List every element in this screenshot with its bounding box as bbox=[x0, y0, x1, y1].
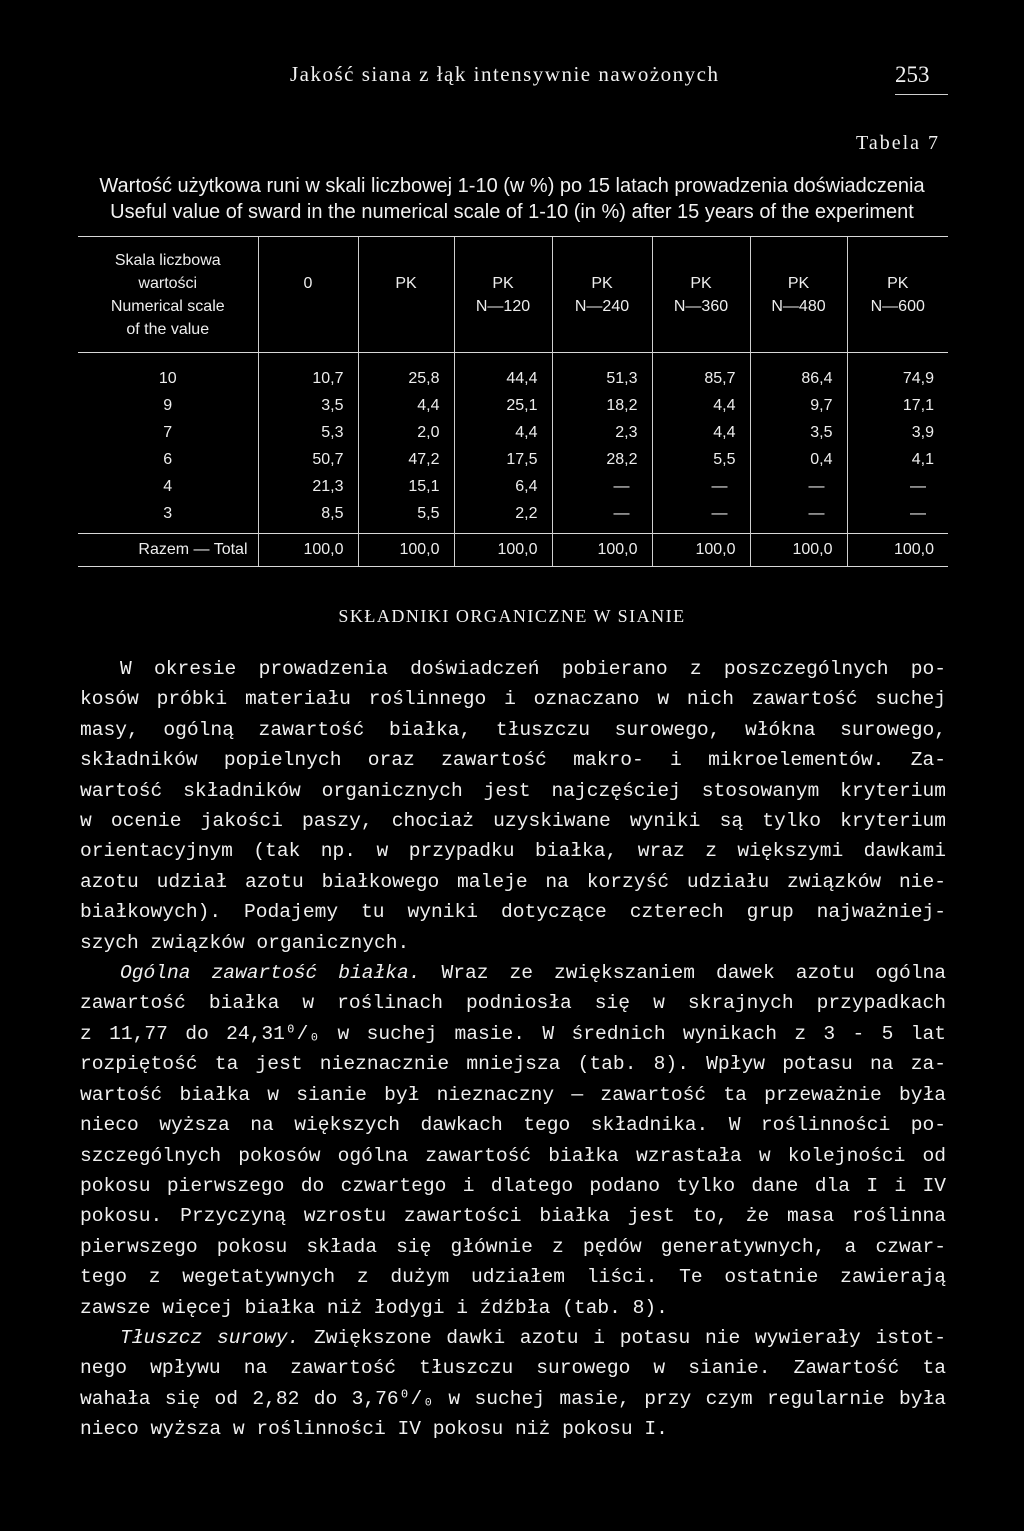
column-header-top: PK bbox=[787, 274, 810, 292]
value-cell: — bbox=[750, 473, 847, 500]
running-title: Jakość siana z łąk intensywnie nawożonych bbox=[290, 62, 720, 86]
body-text bbox=[80, 654, 946, 1445]
text-line bbox=[80, 1323, 946, 1353]
text-line: pierwszego pokosu składa się głównie z pędów generatywnych, a czwar- bbox=[80, 1235, 946, 1258]
value-cell: 4,4 bbox=[652, 392, 750, 419]
value-cell: 8,5 bbox=[258, 500, 358, 534]
value-cell: 21,3 bbox=[258, 473, 358, 500]
total-row bbox=[78, 534, 948, 567]
value-cell: 18,2 bbox=[552, 392, 652, 419]
value-cell: 86,4 bbox=[750, 353, 847, 393]
value-cell: 25,8 bbox=[358, 353, 454, 393]
value-cell: 17,1 bbox=[847, 392, 948, 419]
value-cell: 2,0 bbox=[358, 419, 454, 446]
total-label: Razem — Total bbox=[78, 534, 258, 567]
table-caption-pl: Wartość użytkowa runi w skali liczbowej 1-10 (w %) po 15 latach prowadzenia doświadczenia bbox=[99, 175, 925, 197]
text-line: nieco wyższa w roślinności IV pokosu niż pokosu I. bbox=[80, 1418, 668, 1441]
table-row bbox=[78, 353, 948, 393]
header-rule bbox=[895, 94, 948, 95]
text-line: pokosu. Przyczyną wzrostu zawartości białka jest to, że masa roślinna bbox=[80, 1205, 946, 1228]
table-caption-en: Useful value of sward in the numerical scale of 1-10 (in %) after 15 years of the experiment bbox=[110, 201, 914, 223]
value-cell: 4,4 bbox=[358, 392, 454, 419]
text-line: zawartość białka w roślinach podniosła się w skrajnych przypadkach bbox=[80, 992, 946, 1015]
scale-header-line: Numerical scale bbox=[110, 297, 225, 315]
column-header-top: PK bbox=[690, 274, 712, 292]
text-line: w ocenie jakości paszy, chociaż uzyskiwane wyniki są tylko kryterium bbox=[80, 810, 946, 833]
scale-header-line: Skala liczbowa bbox=[114, 251, 221, 269]
value-cell: 6,4 bbox=[454, 473, 552, 500]
column-header-pk bbox=[358, 237, 454, 353]
value-cell: 5,5 bbox=[652, 446, 750, 473]
table-header-row bbox=[78, 237, 948, 353]
column-header-top: 0 bbox=[303, 274, 313, 292]
value-cell: — bbox=[750, 500, 847, 534]
total-cell: 100,0 bbox=[847, 534, 948, 567]
scale-cell: 4 bbox=[163, 478, 173, 495]
text-line: szych związków organicznych. bbox=[80, 931, 410, 954]
scale-cell: 9 bbox=[163, 397, 173, 414]
value-cell: 2,2 bbox=[454, 500, 552, 534]
value-cell: 5,5 bbox=[358, 500, 454, 534]
total-cell: 100,0 bbox=[652, 534, 750, 567]
column-header-bottom bbox=[259, 295, 358, 318]
text-line: rozpiętość ta jest nieznacznie mniejsza (tab. 8). Wpływ potasu na za- bbox=[80, 1053, 946, 1076]
column-header-top: PK bbox=[591, 274, 613, 292]
value-cell: 74,9 bbox=[847, 353, 948, 393]
value-cell: 0,4 bbox=[750, 446, 847, 473]
text-line: masy, ogólną zawartość białka, tłuszczu surowego, włókna surowego, bbox=[80, 718, 946, 741]
column-header-top: PK bbox=[887, 274, 909, 292]
scale-cell: 3 bbox=[163, 505, 173, 522]
text-line: białkowych). Podajemy tu wyniki dotyczące czterech grup najważniej- bbox=[80, 901, 946, 924]
text-line-rest: Zwiększone dawki azotu i potasu nie wywierały istot- bbox=[299, 1326, 946, 1349]
scale-column-header bbox=[78, 237, 258, 353]
text-line: wartość białka w sianie był nieznaczny — zawartość ta przeważnie była bbox=[80, 1083, 946, 1106]
value-cell: 4,1 bbox=[847, 446, 948, 473]
value-cell: 17,5 bbox=[454, 446, 552, 473]
table-row bbox=[78, 392, 948, 419]
text-line-rest: Wraz ze zwiększaniem dawek azotu ogólna bbox=[420, 962, 947, 985]
table-row bbox=[78, 419, 948, 446]
text-line: kosów próbki materiału roślinnego i oznaczano w nich zawartość suchej bbox=[80, 688, 946, 711]
value-cell: 50,7 bbox=[258, 446, 358, 473]
paragraph-lead: Tłuszcz surowy. bbox=[120, 1326, 300, 1349]
value-cell: — bbox=[652, 473, 750, 500]
paragraph-1 bbox=[80, 654, 946, 958]
column-header-pk-n360 bbox=[652, 237, 750, 353]
table-label: Tabela 7 bbox=[856, 132, 941, 154]
column-header-bottom: N—600 bbox=[870, 297, 925, 315]
text-line: tego z wegetatywnych z dużym udziałem liści. Te ostatnie zawierają bbox=[80, 1266, 946, 1289]
column-header-pk-n600 bbox=[847, 237, 948, 353]
text-line: wartość składników organicznych jest najczęściej stosowanym kryterium bbox=[80, 779, 946, 802]
column-header-bottom bbox=[359, 295, 454, 318]
value-cell: 4,4 bbox=[652, 419, 750, 446]
text-line: składników popielnych oraz zawartość makro- i mikroelementów. Za- bbox=[80, 749, 946, 772]
value-cell: 15,1 bbox=[358, 473, 454, 500]
text-line: orientacyjnym (tak np. w przypadku białka, wraz z większymi dawkami bbox=[80, 840, 946, 863]
scale-header-line: of the value bbox=[126, 320, 210, 338]
column-header-0 bbox=[258, 237, 358, 353]
text-line: W okresie prowadzenia doświadczeń pobierano z poszczególnych po- bbox=[120, 658, 946, 680]
text-line: azotu udział azotu białkowego maleje na korzyść udziału związków nie- bbox=[80, 870, 946, 893]
value-cell: — bbox=[552, 473, 652, 500]
text-line: wahała się od 2,82 do 3,76⁰/₀ w suchej masie, przy czym regularnie była bbox=[80, 1387, 946, 1410]
column-header-pk-n240 bbox=[552, 237, 652, 353]
text-line: zawsze więcej białka niż łodygi i źdźbła (tab. 8). bbox=[80, 1296, 668, 1319]
value-cell: 47,2 bbox=[358, 446, 454, 473]
value-cell: — bbox=[552, 500, 652, 534]
column-header-top: PK bbox=[492, 274, 514, 292]
total-cell: 100,0 bbox=[750, 534, 847, 567]
text-line bbox=[80, 958, 946, 988]
value-cell: 3,5 bbox=[750, 419, 847, 446]
column-header-bottom: N—240 bbox=[574, 297, 630, 315]
column-header-bottom: N—360 bbox=[673, 297, 729, 315]
total-cell: 100,0 bbox=[358, 534, 454, 567]
scale-cell: 6 bbox=[163, 451, 173, 468]
scale-cell: 10 bbox=[158, 370, 177, 387]
value-cell: — bbox=[847, 500, 948, 534]
value-cell: 44,4 bbox=[454, 353, 552, 393]
value-cell: 5,3 bbox=[258, 419, 358, 446]
value-cell: 3,9 bbox=[847, 419, 948, 446]
value-cell: 3,5 bbox=[258, 392, 358, 419]
text-line: nego wpływu na zawartość tłuszczu surowego w sianie. Zawartość ta bbox=[80, 1357, 946, 1380]
table-row bbox=[78, 500, 948, 534]
paragraph-2 bbox=[80, 958, 946, 1323]
page-number: 253 bbox=[895, 62, 930, 87]
value-cell: 25,1 bbox=[454, 392, 552, 419]
value-cell: — bbox=[652, 500, 750, 534]
column-header-top: PK bbox=[395, 274, 417, 292]
total-cell: 100,0 bbox=[552, 534, 652, 567]
scale-header-line: wartości bbox=[138, 274, 198, 292]
text-line: z 11,77 do 24,31⁰/₀ w suchej masie. W średnich wynikach z 3 - 5 lat bbox=[80, 1022, 946, 1045]
paragraph-lead: Ogólna zawartość białka. bbox=[120, 962, 421, 985]
value-cell: 28,2 bbox=[552, 446, 652, 473]
value-cell: — bbox=[847, 473, 948, 500]
table-row bbox=[78, 446, 948, 473]
scale-cell: 7 bbox=[163, 424, 173, 441]
value-cell: 4,4 bbox=[454, 419, 552, 446]
value-cell: 85,7 bbox=[652, 353, 750, 393]
value-cell: 2,3 bbox=[552, 419, 652, 446]
total-cell: 100,0 bbox=[454, 534, 552, 567]
column-header-pk-n480 bbox=[750, 237, 847, 353]
paragraph-3 bbox=[80, 1323, 946, 1445]
value-cell: 10,7 bbox=[258, 353, 358, 393]
text-line: nieco wyższa na większych dawkach tego składnika. W roślinności po- bbox=[80, 1114, 946, 1137]
column-header-bottom: N—120 bbox=[475, 297, 531, 315]
total-cell: 100,0 bbox=[258, 534, 358, 567]
data-table bbox=[78, 236, 948, 567]
column-header-bottom: N—480 bbox=[771, 297, 826, 315]
column-header-pk-n120 bbox=[454, 237, 552, 353]
text-line: pokosu pierwszego do czwartego i dlatego podano tylko dane dla I i IV bbox=[80, 1174, 946, 1197]
value-cell: 51,3 bbox=[552, 353, 652, 393]
section-heading: SKŁADNIKI ORGANICZNE W SIANIE bbox=[338, 606, 686, 626]
value-cell: 9,7 bbox=[750, 392, 847, 419]
table-row bbox=[78, 473, 948, 500]
text-line: szczególnych pokosów ogólna zawartość białka wzrastała w kolejności od bbox=[80, 1144, 946, 1167]
page-header bbox=[0, 62, 1024, 102]
